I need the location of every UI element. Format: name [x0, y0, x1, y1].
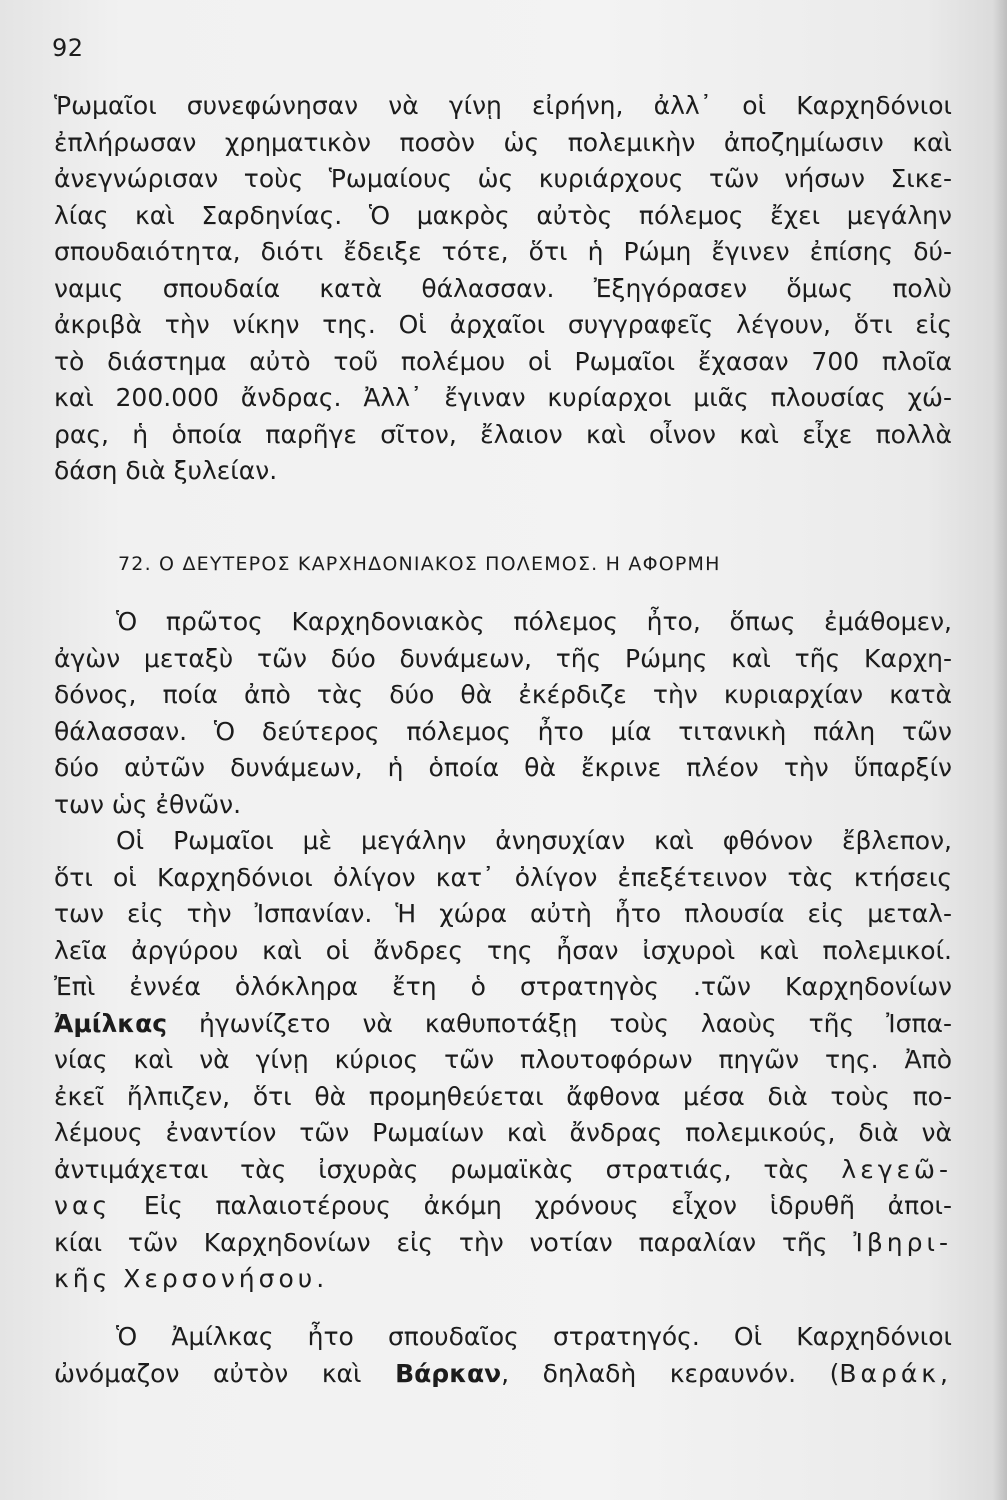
paragraph-second-war-intro	[54, 604, 952, 823]
text-span: , δηλαδὴ κεραυνόν. (	[501, 1358, 840, 1388]
spaced-term-legions: λεγεῶ-	[841, 1154, 952, 1184]
paragraph-hamilcar-spain	[54, 823, 952, 1298]
bold-name-hamilcar: Ἀμίλκας	[54, 1008, 168, 1038]
text-line: δόνος, ποία ἀπὸ τὰς δύο θὰ ἐκέρδιζε τὴν κυριαρχίαν κατὰ	[54, 680, 952, 709]
text-line: ὅτι οἱ Καρχηδόνιοι ὀλίγον κατ᾿ ὀλίγον ἐπεξέτεινον τὰς κτήσεις	[54, 862, 952, 892]
text-span: κίαι τῶν Καρχηδονίων εἰς τὴν νοτίαν παραλίαν τῆς	[54, 1227, 854, 1257]
text-line: Ὁ πρῶτος Καρχηδονιακὸς πόλεμος ἦτο, ὅπως ἐμάθομεν,	[116, 607, 952, 636]
text-span: ὠνόμαζον αὐτὸν καὶ	[54, 1358, 396, 1388]
text-line: ρας, ἡ ὁποία παρῆγε σῖτον, ἔλαιον καὶ οἶνον καὶ εἶχε πολλὰ	[54, 419, 952, 449]
text-line: σπουδαιότητα, διότι ἔδειξε τότε, ὅτι ἡ Ρώμη ἔγινεν ἐπίσης δύ-	[54, 237, 952, 266]
text-line: λεῖα ἀργύρου καὶ οἱ ἄνδρες της ἦσαν ἰσχυροὶ καὶ πολεμικοί.	[54, 935, 952, 965]
text-line	[54, 1356, 952, 1393]
text-line: ἀγὼν μεταξὺ τῶν δύο δυνάμεων, τῆς Ρώμης καὶ τῆς Καρχη-	[54, 643, 952, 673]
bold-name-barca: Βάρκαν	[395, 1358, 502, 1388]
paragraph-hamilcar-barca	[54, 1319, 952, 1392]
text-line: δύο αὐτῶν δυνάμεων, ἡ ὁποία θὰ ἔκρινε πλέον τὴν ὕπαρξίν	[54, 753, 952, 782]
section-heading: 72. Ο ΔΕΥΤΕΡΟΣ ΚΑΡΧΗΔΟΝΙΑΚΟΣ ΠΟΛΕΜΟΣ. Η ΑΦΟΡΜΗ	[118, 553, 721, 575]
text-line: Ῥωμαῖοι συνεφώνησαν νὰ γίνῃ εἰρήνη, ἀλλ᾿ οἱ Καρχηδόνιοι	[54, 91, 952, 120]
text-line: δάση διὰ ξυλείαν.	[54, 456, 278, 485]
text-line: Οἱ Ρωμαῖοι μὲ μεγάλην ἀνησυχίαν καὶ φθόνον ἔβλεπον,	[116, 826, 952, 855]
paragraph-first-punic-war-end	[54, 88, 952, 490]
text-line: ἀνεγνώρισαν τοὺς Ῥωμαίους ὡς κυριάρχους τῶν νήσων Σικε-	[54, 164, 952, 193]
text-line	[54, 1188, 952, 1225]
text-line	[54, 1152, 952, 1189]
page-number: 92	[52, 34, 84, 62]
text-line: ἀκριβὰ τὴν νίκην της. Οἱ ἀρχαῖοι συγγραφεῖς λέγουν, ὅτι εἰς	[54, 310, 952, 339]
spaced-term-iberian: Ἰβηρι-	[853, 1227, 952, 1257]
text-line: ναμις σπουδαία κατὰ θάλασσαν. Ἐξηγόρασεν ὅμως πολὺ	[54, 273, 952, 303]
spaced-term-legions: νας	[54, 1191, 112, 1220]
text-line: τὸ διάστημα αὐτὸ τοῦ πολέμου οἱ Ρωμαῖοι ἔχασαν 700 πλοῖα	[54, 346, 952, 376]
text-line: των ὡς ἐθνῶν.	[54, 789, 242, 819]
text-line	[54, 1261, 952, 1298]
text-span: ἠγωνίζετο νὰ καθυποτάξῃ τοὺς λαοὺς τῆς Ἰσπα-	[167, 1008, 952, 1038]
text-line	[54, 1006, 952, 1043]
text-line: Ὁ Ἀμίλκας ἦτο σπουδαῖος στρατηγός. Οἱ Καρχηδόνιοι	[116, 1322, 952, 1351]
text-line: καὶ 200.000 ἄνδρας. Ἀλλ᾿ ἔγιναν κυρίαρχοι μιᾶς πλουσίας χώ-	[54, 383, 952, 412]
text-line	[54, 1225, 952, 1262]
text-span: ἀντιμάχεται τὰς ἰσχυρὰς ρωμαϊκὰς στρατιάς, τὰς	[54, 1154, 842, 1184]
spaced-term-iberian: κῆς Χερσονήσου.	[54, 1264, 329, 1293]
text-span: Εἰς παλαιοτέρους ἀκόμη χρόνους εἶχον ἱδρυθῆ ἀποι-	[111, 1191, 952, 1220]
spaced-term-barak: Βαράκ,	[839, 1358, 952, 1388]
text-line: νίας καὶ νὰ γίνῃ κύριος τῶν πλουτοφόρων πηγῶν της. Ἀπὸ	[54, 1045, 952, 1074]
text-line: ἐκεῖ ἤλπιζεν, ὅτι θὰ προμηθεύεται ἄφθονα μέσα διὰ τοὺς πο-	[54, 1081, 952, 1111]
text-line: λίας καὶ Σαρδηνίας. Ὁ μακρὸς αὐτὸς πόλεμος ἔχει μεγάλην	[54, 200, 952, 230]
text-line: θάλασσαν. Ὁ δεύτερος πόλεμος ἦτο μία τιτανικὴ πάλη τῶν	[54, 716, 952, 746]
text-line: ἐπλήρωσαν χρηματικὸν ποσὸν ὡς πολεμικὴν ἀποζημίωσιν καὶ	[54, 127, 952, 157]
text-line: των εἰς τὴν Ἰσπανίαν. Ἡ χώρα αὐτὴ ἦτο πλουσία εἰς μεταλ-	[54, 899, 952, 928]
page-edge-shadow	[993, 0, 1007, 1500]
text-line: Ἐπὶ ἐννέα ὁλόκληρα ἔτη ὁ στρατηγὸς .τῶν Καρχηδονίων	[54, 972, 952, 1001]
text-line: λέμους ἐναντίον τῶν Ρωμαίων καὶ ἄνδρας πολεμικούς, διὰ νὰ	[54, 1118, 952, 1147]
